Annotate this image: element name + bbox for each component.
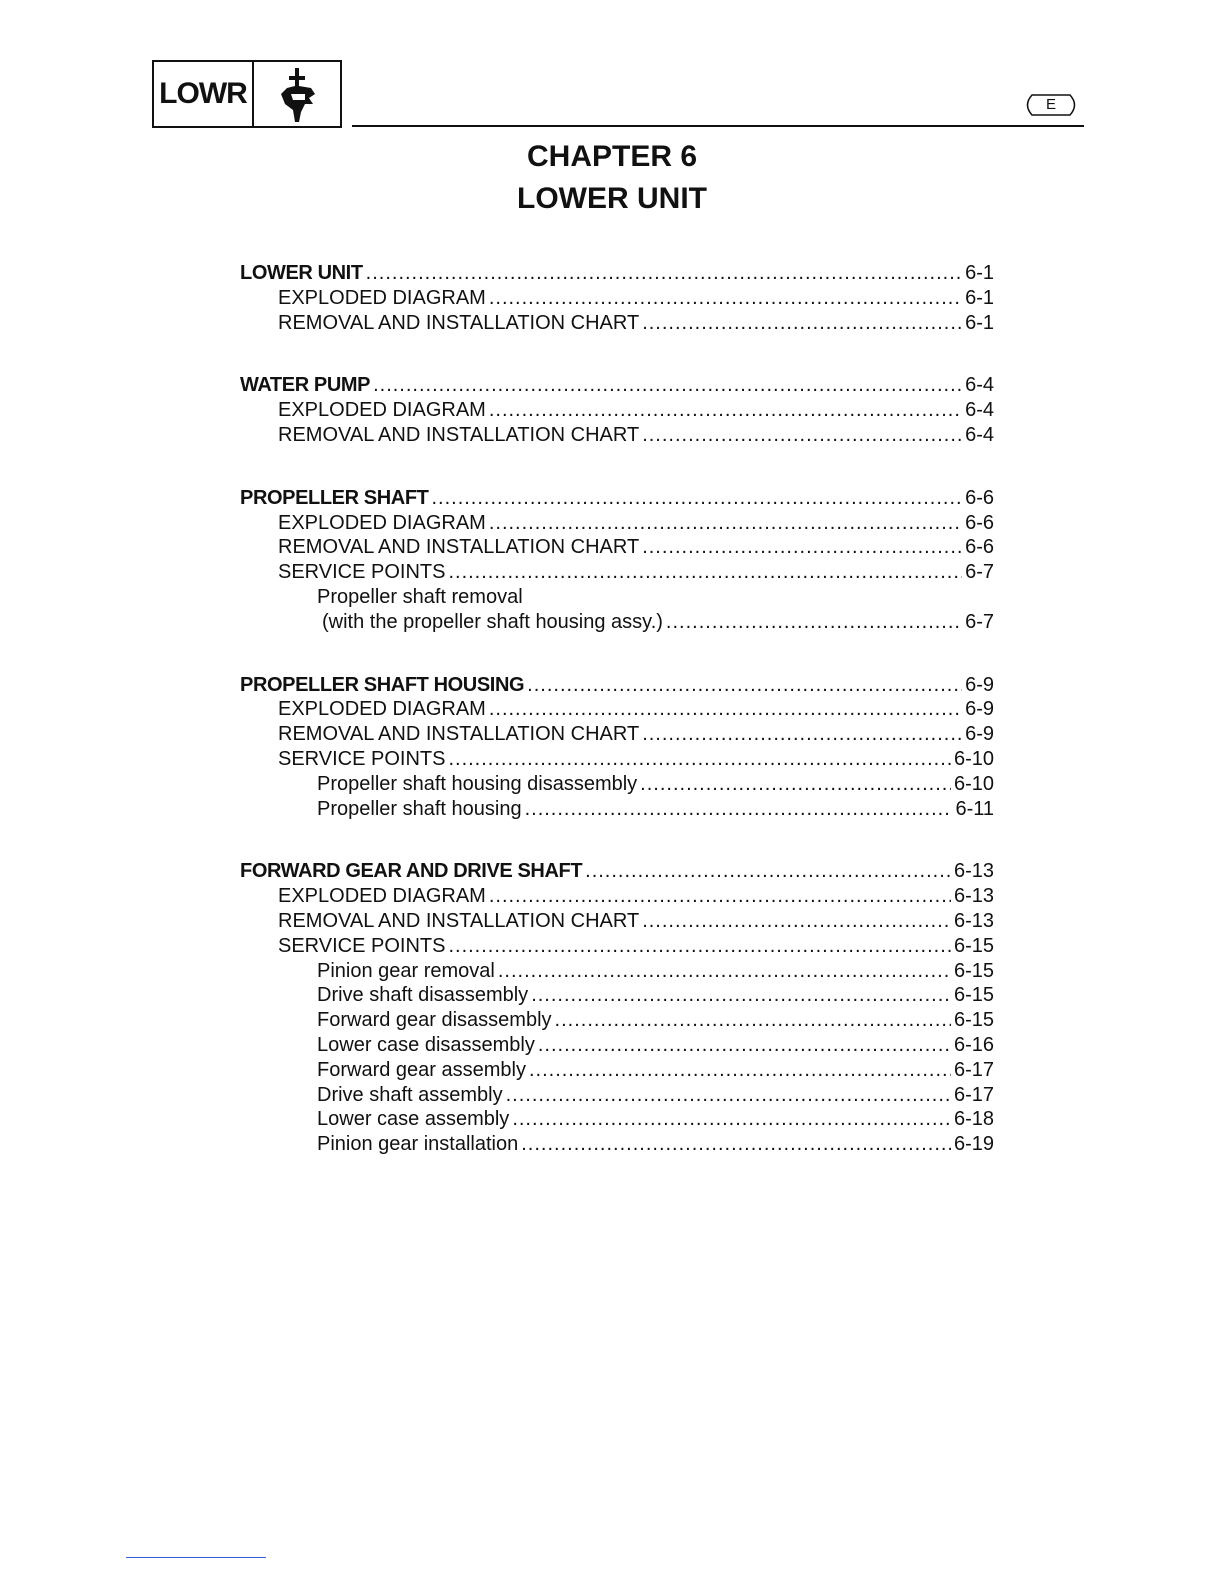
dot-leader (666, 611, 962, 634)
dot-leader (373, 374, 962, 397)
toc-entry[interactable] (240, 984, 994, 1009)
toc-entry[interactable] (240, 512, 994, 537)
toc-entry-page: 6-15 (953, 959, 994, 982)
toc-entry-page: 6-7 (965, 610, 994, 633)
table-of-contents (240, 262, 994, 1196)
toc-entry-page: 6-10 (953, 747, 994, 770)
section-label: LOWR (154, 62, 254, 126)
toc-entry-page: 6-9 (965, 698, 994, 721)
toc-entry-title: REMOVAL AND INSTALLATION CHART (278, 723, 640, 746)
toc-entry-title: Propeller shaft housing disassembly (317, 772, 638, 795)
toc-entry-title: EXPLODED DIAGRAM (278, 399, 486, 422)
toc-entry-page: 6-6 (965, 486, 994, 509)
toc-entry-page: 6-17 (953, 1058, 994, 1081)
toc-section-heading[interactable] (240, 374, 994, 399)
toc-entry-title: REMOVAL AND INSTALLATION CHART (278, 423, 640, 446)
toc-entry-page: 6-6 (965, 511, 994, 534)
dot-leader (448, 561, 962, 584)
toc-entry-page: 6-15 (953, 1009, 994, 1032)
chapter-number: CHAPTER 6 (526, 140, 698, 173)
toc-entry-title: WATER PUMP (240, 374, 371, 397)
toc-entry-page: 6-15 (953, 934, 994, 957)
toc-entry-page: 6-4 (965, 423, 994, 446)
toc-section (240, 374, 994, 448)
toc-entry[interactable] (240, 312, 994, 337)
toc-entry[interactable] (240, 1034, 994, 1059)
toc-entry-page: 6-11 (955, 797, 994, 820)
toc-entry[interactable] (240, 1108, 994, 1133)
toc-entry-title: REMOVAL AND INSTALLATION CHART (278, 311, 640, 334)
dot-leader (489, 698, 962, 721)
toc-entry-page: 6-13 (953, 860, 994, 883)
dot-leader (642, 536, 962, 559)
toc-entry[interactable] (240, 723, 994, 748)
toc-section-heading[interactable] (240, 674, 994, 699)
toc-entry[interactable] (240, 586, 994, 611)
toc-entry[interactable] (240, 910, 994, 935)
dot-leader (506, 1084, 951, 1107)
toc-entry-title: Lower case disassembly (317, 1033, 535, 1056)
toc-entry[interactable] (240, 561, 994, 586)
dot-leader (527, 674, 962, 697)
dot-leader (498, 960, 951, 983)
dot-leader (489, 512, 962, 535)
toc-entry[interactable] (240, 798, 994, 823)
toc-entry-title: LOWER UNIT (240, 262, 363, 284)
dot-leader (555, 1009, 951, 1032)
language-badge-label: E (1045, 96, 1056, 113)
dot-leader (366, 262, 962, 285)
toc-entry-title: REMOVAL AND INSTALLATION CHART (278, 536, 640, 559)
dot-leader (640, 773, 951, 796)
toc-section-heading[interactable] (240, 860, 994, 885)
dot-leader (512, 1108, 951, 1131)
toc-entry-title: EXPLODED DIAGRAM (278, 885, 486, 908)
toc-section-heading[interactable] (240, 487, 994, 512)
toc-entry[interactable] (240, 748, 994, 773)
toc-entry-title: PROPELLER SHAFT (240, 486, 429, 509)
dot-leader (585, 860, 951, 883)
toc-entry-title: EXPLODED DIAGRAM (278, 698, 486, 721)
toc-section (240, 674, 994, 823)
dot-leader (521, 1133, 951, 1156)
toc-entry[interactable] (240, 698, 994, 723)
toc-entry-title: Propeller shaft housing (317, 797, 522, 820)
toc-entry[interactable] (240, 424, 994, 449)
toc-section (240, 860, 994, 1158)
toc-section-heading[interactable] (240, 262, 994, 287)
toc-entry[interactable] (240, 960, 994, 985)
toc-entry[interactable] (240, 399, 994, 424)
toc-entry-page: 6-17 (953, 1083, 994, 1106)
dot-leader (489, 399, 962, 422)
dot-leader (642, 723, 962, 746)
toc-entry[interactable] (240, 773, 994, 798)
toc-entry-page: 6-9 (965, 723, 994, 746)
toc-entry[interactable] (240, 611, 994, 636)
dot-leader (489, 287, 962, 310)
dot-leader (431, 487, 962, 510)
toc-entry-title: SERVICE POINTS (278, 561, 446, 584)
toc-entry-title: Pinion gear removal (317, 959, 495, 982)
dot-leader (448, 748, 951, 771)
toc-entry-page: 6-1 (965, 262, 994, 284)
toc-entry-title: Forward gear assembly (317, 1058, 526, 1081)
toc-entry-page: 6-9 (965, 673, 994, 696)
toc-entry-title: REMOVAL AND INSTALLATION CHART (278, 909, 640, 932)
toc-entry-title: Forward gear disassembly (317, 1009, 552, 1032)
toc-entry-page: 6-6 (965, 536, 994, 559)
toc-entry-title: EXPLODED DIAGRAM (278, 286, 486, 309)
dot-leader (642, 910, 951, 933)
toc-entry-page: 6-4 (965, 399, 994, 422)
toc-entry[interactable] (240, 287, 994, 312)
toc-entry-page: 6-1 (965, 311, 994, 334)
toc-entry-page: 6-10 (953, 772, 994, 795)
toc-entry-page: 6-18 (953, 1108, 994, 1131)
dot-leader (531, 984, 951, 1007)
toc-entry[interactable] (240, 935, 994, 960)
toc-entry-title: FORWARD GEAR AND DRIVE SHAFT (240, 860, 583, 883)
toc-entry-title: Drive shaft disassembly (317, 984, 529, 1007)
toc-entry[interactable] (240, 536, 994, 561)
toc-entry-title: Lower case assembly (317, 1108, 510, 1131)
toc-entry-title: SERVICE POINTS (278, 747, 446, 770)
toc-entry-page: 6-13 (953, 909, 994, 932)
toc-entry[interactable] (240, 1133, 994, 1158)
toc-entry-title: (with the propeller shaft housing assy.) (322, 610, 663, 633)
toc-entry-title: PROPELLER SHAFT HOUSING (240, 673, 525, 696)
toc-entry[interactable] (240, 1009, 994, 1034)
toc-entry-page: 6-16 (953, 1033, 994, 1056)
toc-entry-title: Pinion gear installation (317, 1133, 519, 1156)
toc-entry[interactable] (240, 1059, 994, 1084)
toc-entry-title: EXPLODED DIAGRAM (278, 511, 486, 534)
toc-entry-title: Propeller shaft removal (317, 585, 523, 608)
dot-leader (642, 424, 962, 447)
header-rule (352, 125, 1084, 127)
dot-leader (538, 1034, 951, 1057)
toc-entry[interactable] (240, 885, 994, 910)
chapter-title: LOWER UNIT (517, 182, 707, 215)
toc-entry-title: Drive shaft assembly (317, 1083, 503, 1106)
section-tab (152, 60, 342, 128)
dot-leader (489, 885, 951, 908)
dot-leader (642, 312, 962, 335)
toc-entry-page: 6-7 (965, 561, 994, 584)
footer-line (126, 1557, 266, 1558)
toc-entry-page: 6-1 (965, 286, 994, 309)
toc-section (240, 262, 994, 336)
toc-section (240, 487, 994, 636)
toc-entry-page: 6-13 (953, 885, 994, 908)
toc-entry-page: 6-15 (953, 984, 994, 1007)
toc-entry-title: SERVICE POINTS (278, 934, 446, 957)
dot-leader (525, 798, 953, 821)
toc-entry-page: 6-19 (953, 1133, 994, 1156)
dot-leader (529, 1059, 951, 1082)
toc-entry-page: 6-4 (965, 374, 994, 397)
lower-unit-pointing-hand-icon (254, 62, 340, 126)
dot-leader (448, 935, 951, 958)
toc-entry[interactable] (240, 1084, 994, 1109)
